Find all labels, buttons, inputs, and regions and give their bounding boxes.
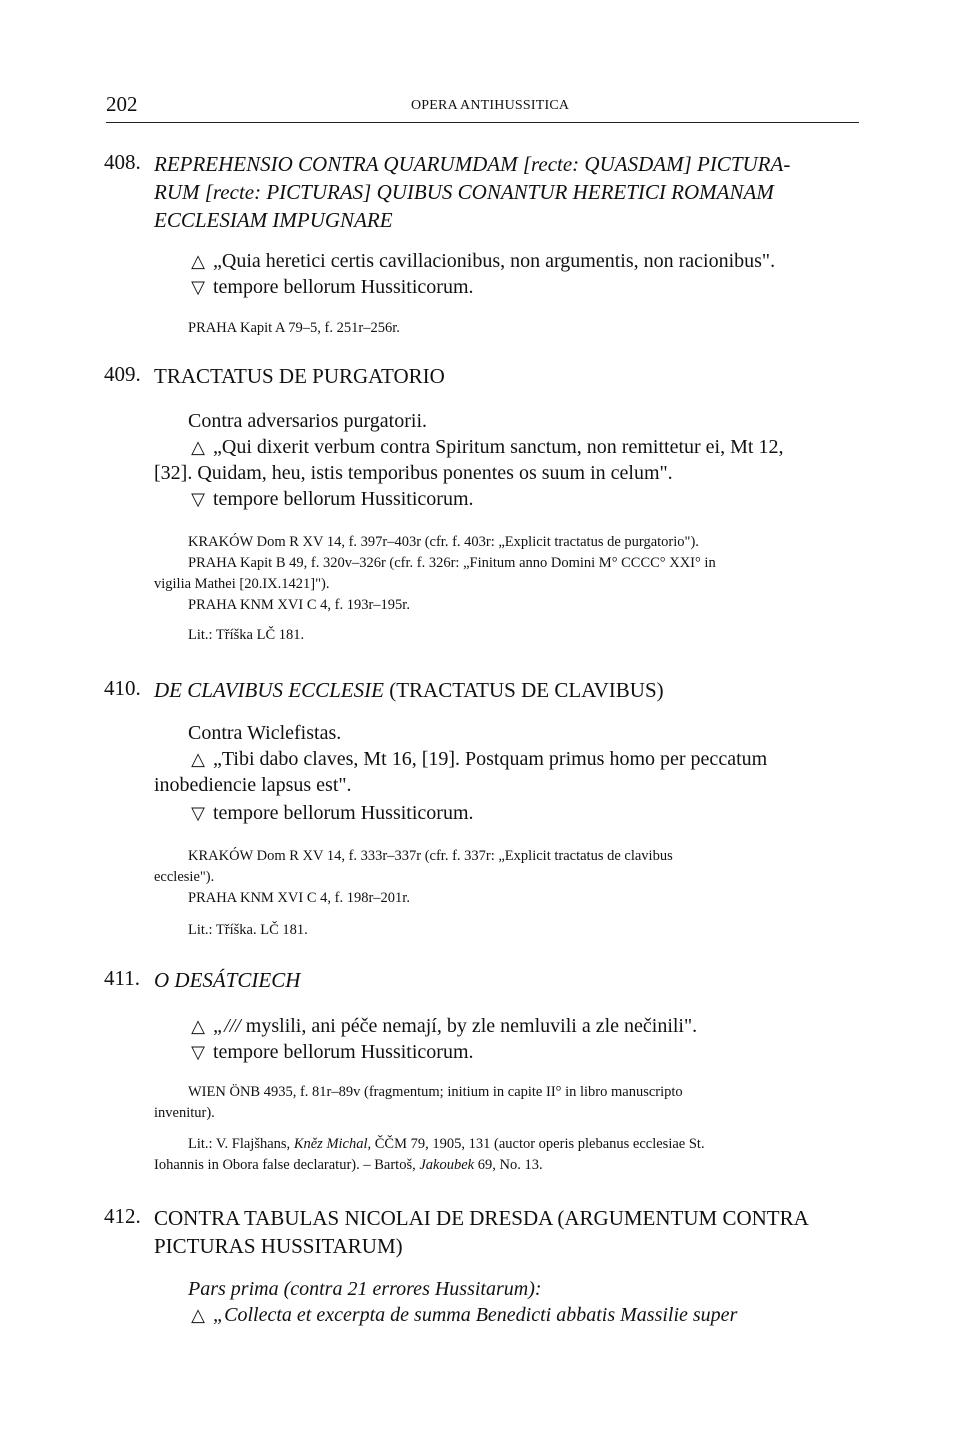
entry-number: 412. — [104, 1204, 141, 1228]
incipit — [188, 434, 864, 460]
manuscript: KRAKÓW Dom R XV 14, f. 333r–337r (cfr. f. 337r: „Explicit tractatus de clavibus — [188, 848, 673, 864]
entry-number: 410. — [104, 676, 141, 700]
description: Contra adversarios purgatorii. — [188, 410, 428, 432]
explicit — [188, 274, 864, 300]
literature-work: Jakoubek — [419, 1157, 475, 1173]
incipit-continuation: [32]. Quidam, heu, istis temporibus ponentes os suum in celum". — [154, 462, 673, 484]
entry-title: TRACTATUS DE PURGATORIO — [154, 364, 445, 388]
literature-text: Iohannis in Obora false declaratur). – Bartoš, — [154, 1157, 420, 1173]
part-heading: Pars prima (contra 21 errores Hussitarum): — [188, 1278, 542, 1300]
triangle-up-icon: △ — [191, 251, 205, 271]
triangle-down-icon: ▽ — [191, 803, 205, 823]
triangle-down-icon: ▽ — [191, 1042, 205, 1062]
explicit-text: tempore bellorum Hussiticorum. — [213, 276, 474, 298]
triangle-up-icon: △ — [191, 1305, 205, 1325]
incipit-text: „Qui dixerit verbum contra Spiritum sanctum, non remittetur ei, Mt 12, — [213, 436, 784, 458]
manuscript: KRAKÓW Dom R XV 14, f. 397r–403r (cfr. f. 403r: „Explicit tractatus de purgatorio"). — [188, 534, 699, 550]
triangle-up-icon: △ — [191, 437, 205, 457]
literature-work: Kněz Michal — [293, 1136, 368, 1152]
title-line: CONTRA TABULAS NICOLAI DE DRESDA (ARGUMENTUM CONTRA — [154, 1206, 809, 1230]
triangle-up-icon: △ — [191, 749, 205, 769]
explicit-text: tempore bellorum Hussiticorum. — [213, 802, 474, 824]
entry-409 — [104, 362, 864, 652]
entry-title: O DESÁTCIECH — [154, 968, 301, 992]
triangle-up-icon: △ — [191, 1016, 205, 1036]
manuscript: PRAHA Kapit B 49, f. 320v–326r (cfr. f. 326r: „Finitum anno Domini M° CCCC° XXI° in — [188, 555, 716, 571]
literature-text: , ČČM 79, 1905, 131 (auctor operis plebanus ecclesiae St. — [367, 1136, 705, 1152]
incipit — [188, 1302, 864, 1328]
literature-continuation — [154, 1155, 864, 1176]
manuscript-continuation: invenitur). — [154, 1105, 215, 1121]
explicit-text: tempore bellorum Hussiticorum. — [213, 1041, 474, 1063]
title-italic: DE CLAVIBUS ECCLESIE — [154, 678, 384, 702]
title-line: PICTURAS HUSSITARUM) — [154, 1234, 403, 1258]
incipit-text: „Tibi dabo claves, Mt 16, [19]. Postquam primus homo per peccatum — [213, 748, 768, 770]
manuscript-continuation: ecclesie"). — [154, 869, 215, 885]
title-line: REPREHENSIO CONTRA QUARUMDAM [recte: QUASDAM] PICTURA- — [154, 152, 791, 176]
entry-title — [154, 1204, 864, 1260]
incipit — [188, 248, 864, 274]
explicit — [188, 800, 864, 826]
entry-title — [154, 150, 864, 234]
incipit-text: myslili, ani péče nemají, by zle nemluvili a zle nečinili". — [240, 1015, 698, 1037]
literature: Lit.: Tříška. LČ 181. — [188, 922, 308, 938]
manuscript: WIEN ÖNB 4935, f. 81r–89v (fragmentum; initium in capite II° in libro manuscripto — [188, 1084, 683, 1100]
incipit-text: „Collecta et excerpta de summa Benedicti abbatis Massilie super — [213, 1304, 738, 1326]
manuscript: PRAHA KNM XVI C 4, f. 198r–201r. — [188, 890, 410, 906]
page-header — [106, 92, 859, 123]
incipit-lacuna: „/// — [213, 1015, 241, 1037]
incipit-continuation: inobediencie lapsus est". — [154, 774, 352, 796]
title-line: RUM [recte: PICTURAS] QUIBUS CONANTUR HERETICI ROMANAM — [154, 180, 774, 204]
manuscript-continuation: vigilia Mathei [20.IX.1421]"). — [154, 576, 330, 592]
literature — [188, 1134, 864, 1155]
title-rest: (TRACTATUS DE CLAVIBUS) — [383, 678, 664, 702]
literature: Lit.: Tříška LČ 181. — [188, 627, 305, 643]
triangle-down-icon: ▽ — [191, 277, 205, 297]
running-title: OPERA ANTIHUSSITICA — [411, 98, 570, 113]
incipit-text: „Quia heretici certis cavillacionibus, non argumentis, non racionibus". — [213, 250, 776, 272]
incipit — [188, 746, 864, 772]
incipit — [188, 1013, 864, 1039]
manuscript: PRAHA Kapit A 79–5, f. 251r–256r. — [188, 320, 400, 336]
entry-number: 411. — [104, 966, 140, 990]
explicit — [188, 486, 864, 512]
title-line: ECCLESIAM IMPUGNARE — [154, 208, 393, 232]
explicit-text: tempore bellorum Hussiticorum. — [213, 488, 474, 510]
entry-411 — [104, 966, 864, 1186]
entry-410 — [104, 676, 864, 946]
entry-number: 409. — [104, 362, 141, 386]
explicit — [188, 1039, 864, 1065]
entry-number: 408. — [104, 150, 141, 174]
manuscript: PRAHA KNM XVI C 4, f. 193r–195r. — [188, 597, 410, 613]
entry-408 — [104, 150, 864, 340]
literature-text: 69, No. 13. — [474, 1157, 543, 1173]
page-number: 202 — [106, 92, 138, 116]
description: Contra Wiclefistas. — [188, 722, 342, 744]
triangle-down-icon: ▽ — [191, 489, 205, 509]
entry-412 — [104, 1204, 864, 1334]
entry-title — [154, 676, 864, 704]
literature-text: Lit.: V. Flajšhans, — [188, 1136, 294, 1152]
